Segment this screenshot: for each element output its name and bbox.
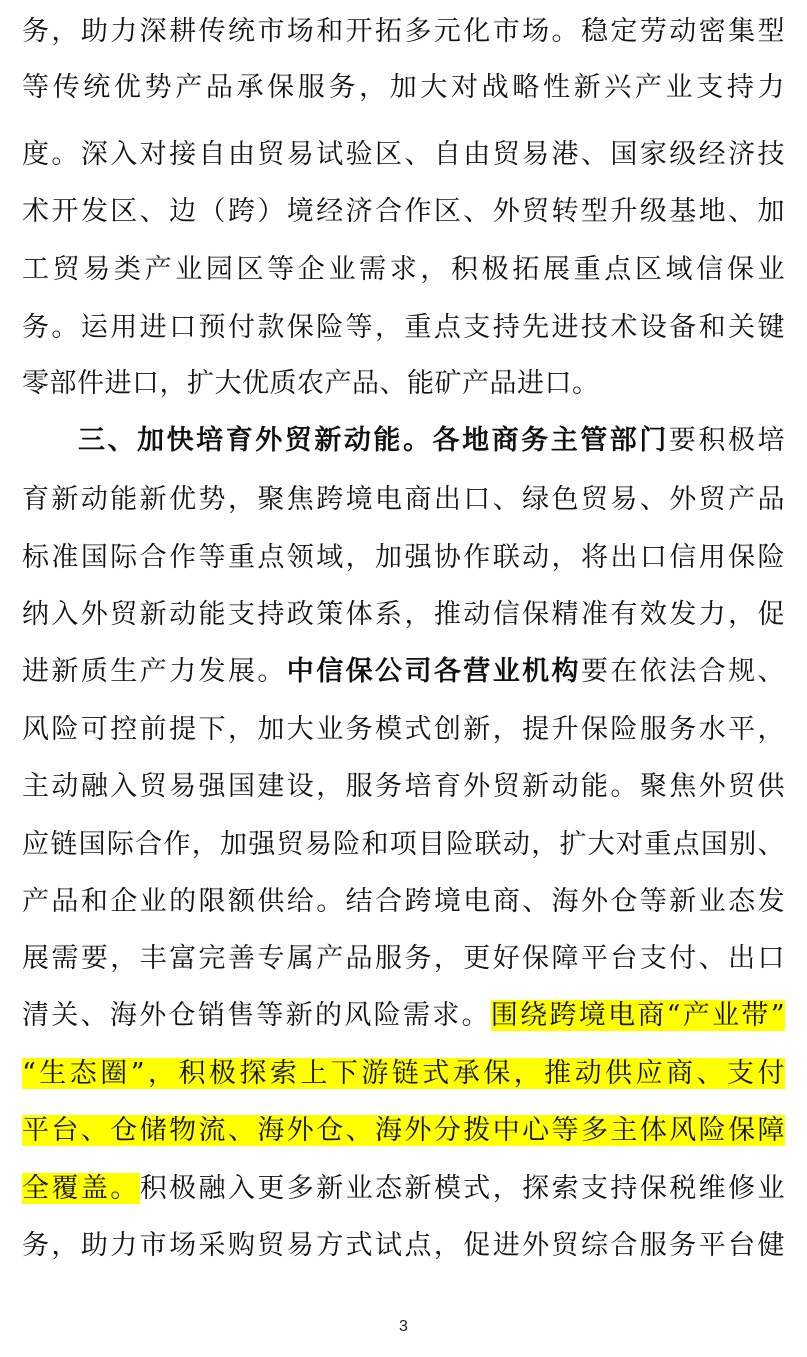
text-line-13: 风险可控前提下，加大业务模式创新，提升保险服务水平， — [22, 714, 785, 745]
text-line-14: 主动融入贸易强国建设，服务培育外贸新动能。聚焦外贸供 — [22, 771, 785, 802]
text-line-5: 工贸易类产业园区等企业需求，积极拓展重点区域信保业 — [22, 254, 785, 285]
text-line-20 — [22, 1103, 785, 1159]
highlighted-text: “生态圈”，积极探索上下游链式承保，推动供应商、支付 — [22, 1058, 785, 1089]
text-line-11: 纳入外贸新动能支持政策体系，推动信保精准有效发力，促 — [22, 599, 785, 630]
text-line-16: 产品和企业的限额供给。结合跨境电商、海外仓等新业态发 — [22, 886, 785, 917]
text-line-19 — [22, 1046, 785, 1102]
bold-subject-sinosure: 中信保公司各营业机构 — [286, 656, 581, 687]
section-heading: 三、加快培育外贸新动能。 — [78, 425, 433, 456]
highlighted-text: 平台、仓储物流、海外仓、海外分拨中心等多主体风险保障 — [22, 1115, 785, 1146]
page-number: 3 — [399, 1318, 408, 1335]
text-line-3: 度。深入对接自由贸易试验区、自由贸易港、国家级经济技 — [22, 139, 785, 170]
text-line-22: 务，助力市场采购贸易方式试点，促进外贸综合服务平台健 — [22, 1230, 785, 1261]
heading-line-rest: 要积极培 — [668, 425, 785, 456]
text-line-7: 零部件进口，扩大优质农产品、能矿产品进口。 — [22, 368, 600, 399]
line-12-end: 要在依法合规、 — [580, 656, 785, 687]
highlighted-text: 全覆盖。 — [22, 1173, 140, 1204]
line-12-start: 进新质生产力发展。 — [22, 656, 287, 687]
text-line-12 — [22, 644, 785, 700]
line-21-end: 积极融入更多新业态新模式，探索支持保税维修业 — [139, 1173, 785, 1204]
highlighted-text: 围绕跨境电商“产业带” — [490, 1000, 785, 1031]
text-line-6: 务。运用进口预付款保险等，重点支持先进技术设备和关键 — [22, 312, 785, 343]
text-line-10: 标准国际合作等重点领域，加强协作联动，将出口信用保险 — [22, 542, 785, 573]
text-line-18 — [22, 988, 785, 1044]
text-line-15: 应链国际合作，加强贸易险和项目险联动，扩大对重点国别、 — [22, 829, 785, 860]
section-heading-line — [22, 413, 785, 469]
text-line-4: 术开发区、边（跨）境经济合作区、外贸转型升级基地、加 — [22, 196, 785, 227]
text-line-17: 展需要，丰富完善专属产品服务，更好保障平台支付、出口 — [22, 943, 785, 974]
line-18-start: 清关、海外仓销售等新的风险需求。 — [22, 1000, 491, 1031]
text-line-9: 育新动能新优势，聚焦跨境电商出口、绿色贸易、外贸产品 — [22, 484, 785, 515]
bold-subject-commerce-departments: 各地商务主管部门 — [432, 425, 669, 456]
text-line-2: 等传统优势产品承保服务，加大对战略性新兴产业支持力 — [22, 72, 785, 103]
text-line-21 — [22, 1161, 785, 1217]
text-line-1: 务，助力深耕传统市场和开拓多元化市场。稳定劳动密集型 — [22, 16, 785, 47]
